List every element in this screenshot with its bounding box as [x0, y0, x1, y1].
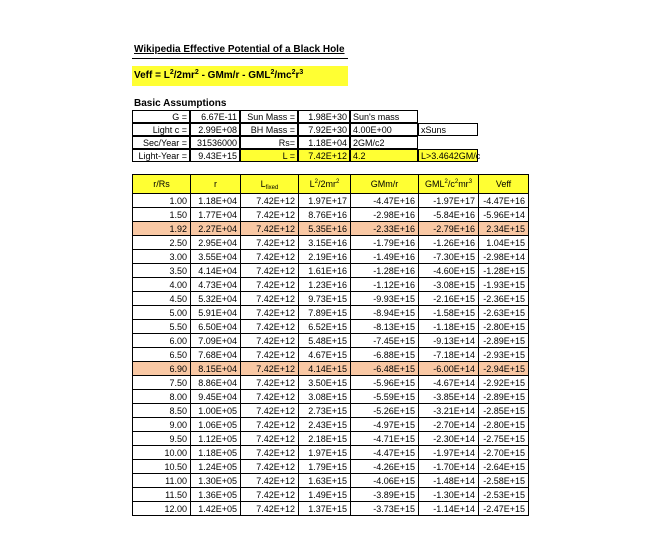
cell-gml2-term[interactable]: -2.30E+14 — [419, 432, 479, 446]
cell-l-fixed[interactable]: 7.42E+12 — [241, 446, 299, 460]
rs-value-cell[interactable]: 1.18E+04 — [298, 136, 350, 149]
cell-l2-term[interactable]: 1.23E+16 — [299, 278, 351, 292]
header-veff[interactable]: Veff — [479, 175, 529, 194]
cell-r-rs[interactable]: 5.50 — [133, 320, 191, 334]
l-value-cell[interactable]: 7.42E+12 — [298, 149, 350, 162]
cell-l-fixed[interactable]: 7.42E+12 — [241, 334, 299, 348]
cell-gml2-term[interactable]: -9.13E+14 — [419, 334, 479, 348]
cell-r-rs[interactable]: 1.50 — [133, 208, 191, 222]
cell-r[interactable]: 9.45E+04 — [191, 390, 241, 404]
cell-l-fixed[interactable]: 7.42E+12 — [241, 222, 299, 236]
cell-r[interactable]: 1.06E+05 — [191, 418, 241, 432]
cell-gmm-term[interactable]: -6.48E+15 — [351, 362, 419, 376]
bhmass-unit-cell[interactable]: xSuns — [418, 123, 478, 136]
cell-l-fixed[interactable]: 7.42E+12 — [241, 306, 299, 320]
table-row — [133, 432, 529, 446]
cell-l2-term[interactable]: 2.73E+15 — [299, 404, 351, 418]
cell-r[interactable]: 4.73E+04 — [191, 278, 241, 292]
cell-r[interactable]: 8.86E+04 — [191, 376, 241, 390]
cell-l2-term[interactable]: 1.49E+15 — [299, 488, 351, 502]
cell-veff[interactable]: -2.89E+15 — [479, 334, 529, 348]
cell-l-fixed[interactable]: 7.42E+12 — [241, 404, 299, 418]
cell-veff[interactable]: -2.63E+15 — [479, 306, 529, 320]
cell-r-rs[interactable]: 10.00 — [133, 446, 191, 460]
cell-r-rs[interactable]: 10.50 — [133, 460, 191, 474]
cell-r[interactable]: 2.95E+04 — [191, 236, 241, 250]
table-row — [133, 390, 529, 404]
cell-r-rs[interactable]: 12.00 — [133, 502, 191, 516]
table-row — [133, 460, 529, 474]
cell-r[interactable]: 5.91E+04 — [191, 306, 241, 320]
basic-assumptions-heading: Basic Assumptions — [134, 98, 227, 109]
cell-veff[interactable]: -2.94E+15 — [479, 362, 529, 376]
cell-veff[interactable]: -2.53E+15 — [479, 488, 529, 502]
cell-gmm-term[interactable]: -5.96E+15 — [351, 376, 419, 390]
cell-l-fixed[interactable]: 7.42E+12 — [241, 264, 299, 278]
l-label-cell[interactable]: L = — [240, 149, 298, 162]
cell-gml2-term[interactable]: -3.85E+14 — [419, 390, 479, 404]
table-row — [133, 488, 529, 502]
cell-gmm-term[interactable]: -4.47E+16 — [351, 194, 419, 208]
cell-r-rs[interactable]: 6.50 — [133, 348, 191, 362]
cell-l2-term[interactable]: 9.73E+15 — [299, 292, 351, 306]
table-header-row — [133, 175, 529, 194]
cell-l-fixed[interactable]: 7.42E+12 — [241, 250, 299, 264]
cell-l-fixed[interactable]: 7.42E+12 — [241, 418, 299, 432]
lightyear-label-cell[interactable]: Light-Year = — [132, 149, 190, 162]
cell-l-fixed[interactable]: 7.42E+12 — [241, 278, 299, 292]
cell-r[interactable]: 1.42E+05 — [191, 502, 241, 516]
cell-l2-term[interactable]: 1.97E+17 — [299, 194, 351, 208]
cell-gml2-term[interactable]: -1.97E+14 — [419, 446, 479, 460]
cell-l-fixed[interactable]: 7.42E+12 — [241, 194, 299, 208]
cell-veff[interactable]: -2.80E+15 — [479, 320, 529, 334]
cell-l-fixed[interactable]: 7.42E+12 — [241, 320, 299, 334]
cell-r[interactable]: 1.18E+04 — [191, 194, 241, 208]
cell-r-rs[interactable]: 3.50 — [133, 264, 191, 278]
cell-r[interactable]: 1.30E+05 — [191, 474, 241, 488]
cell-veff[interactable]: -2.64E+15 — [479, 460, 529, 474]
cell-r[interactable]: 1.36E+05 — [191, 488, 241, 502]
cell-gmm-term[interactable]: -2.98E+16 — [351, 208, 419, 222]
cell-l-fixed[interactable]: 7.42E+12 — [241, 292, 299, 306]
cell-r[interactable]: 1.77E+04 — [191, 208, 241, 222]
cell-veff[interactable]: -1.28E+15 — [479, 264, 529, 278]
header-l-fixed[interactable]: $L_{fixed}$ — [241, 175, 299, 194]
cell-r[interactable]: 4.14E+04 — [191, 264, 241, 278]
cell-veff[interactable]: -2.92E+15 — [479, 376, 529, 390]
cell-gml2-term[interactable]: -1.26E+16 — [419, 236, 479, 250]
cell-r-rs[interactable]: 8.00 — [133, 390, 191, 404]
cell-gmm-term[interactable]: -1.79E+16 — [351, 236, 419, 250]
cell-r-rs[interactable]: 1.92 — [133, 222, 191, 236]
cell-l2-term[interactable]: 1.63E+15 — [299, 474, 351, 488]
potential-table — [132, 174, 529, 516]
cell-r-rs[interactable]: 1.00 — [133, 194, 191, 208]
cell-veff[interactable]: -2.58E+15 — [479, 474, 529, 488]
cell-gmm-term[interactable]: -3.89E+15 — [351, 488, 419, 502]
cell-gml2-term[interactable]: -7.30E+15 — [419, 250, 479, 264]
g-value-cell[interactable]: 6.67E-11 — [190, 110, 240, 123]
cell-veff[interactable]: -4.47E+16 — [479, 194, 529, 208]
cell-r-rs[interactable]: 6.00 — [133, 334, 191, 348]
table-row — [133, 348, 529, 362]
cell-r-rs[interactable]: 11.00 — [133, 474, 191, 488]
cell-veff[interactable]: -1.93E+15 — [479, 278, 529, 292]
cell-gmm-term[interactable]: -4.26E+15 — [351, 460, 419, 474]
secyear-label-cell[interactable]: Sec/Year = — [132, 136, 190, 149]
cell-l-fixed[interactable]: 7.42E+12 — [241, 362, 299, 376]
cell-gml2-term[interactable]: -1.14E+14 — [419, 502, 479, 516]
cell-gmm-term[interactable]: -1.49E+16 — [351, 250, 419, 264]
cell-gmm-term[interactable]: -4.06E+15 — [351, 474, 419, 488]
cell-l2-term[interactable]: 3.50E+15 — [299, 376, 351, 390]
cell-r-rs[interactable]: 11.50 — [133, 488, 191, 502]
bhmass-value-cell[interactable]: 7.92E+30 — [298, 123, 350, 136]
lightc-label-cell[interactable]: Light c = — [132, 123, 190, 136]
cell-r[interactable]: 2.27E+04 — [191, 222, 241, 236]
cell-veff[interactable]: -2.80E+15 — [479, 418, 529, 432]
cell-gmm-term[interactable]: -4.71E+15 — [351, 432, 419, 446]
cell-l2-term[interactable]: 2.18E+15 — [299, 432, 351, 446]
cell-r-rs[interactable]: 5.00 — [133, 306, 191, 320]
cell-gml2-term[interactable]: -6.00E+14 — [419, 362, 479, 376]
cell-r-rs[interactable]: 3.00 — [133, 250, 191, 264]
table-row — [133, 362, 529, 376]
cell-veff[interactable]: 1.04E+15 — [479, 236, 529, 250]
cell-gmm-term[interactable]: -5.26E+15 — [351, 404, 419, 418]
cell-gmm-term[interactable]: -2.33E+16 — [351, 222, 419, 236]
cell-r[interactable]: 6.50E+04 — [191, 320, 241, 334]
cell-l2-term[interactable]: 4.67E+15 — [299, 348, 351, 362]
l-ratio-cell[interactable]: 4.2 — [350, 149, 418, 162]
cell-r[interactable]: 7.68E+04 — [191, 348, 241, 362]
cell-gmm-term[interactable]: -4.97E+15 — [351, 418, 419, 432]
cell-gml2-term[interactable]: -1.97E+17 — [419, 194, 479, 208]
cell-veff[interactable]: -2.75E+15 — [479, 432, 529, 446]
table-row — [133, 194, 529, 208]
cell-l2-term[interactable]: 4.14E+15 — [299, 362, 351, 376]
cell-l2-term[interactable]: 3.08E+15 — [299, 390, 351, 404]
cell-l2-term[interactable]: 2.19E+16 — [299, 250, 351, 264]
cell-gml2-term[interactable]: -3.21E+14 — [419, 404, 479, 418]
cell-veff[interactable]: -2.70E+15 — [479, 446, 529, 460]
header-l2-over-2mr2[interactable]: $L^2/2mr^2$ — [299, 175, 351, 194]
cell-gmm-term[interactable]: -7.45E+15 — [351, 334, 419, 348]
cell-veff[interactable]: -2.85E+15 — [479, 404, 529, 418]
cell-gmm-term[interactable]: -3.73E+15 — [351, 502, 419, 516]
cell-r-rs[interactable]: 9.50 — [133, 432, 191, 446]
g-label-cell[interactable]: G = — [132, 110, 190, 123]
cell-r-rs[interactable]: 7.50 — [133, 376, 191, 390]
cell-gmm-term[interactable]: -9.93E+15 — [351, 292, 419, 306]
cell-r-rs[interactable]: 8.50 — [133, 404, 191, 418]
table-row — [133, 376, 529, 390]
cell-gml2-term[interactable]: -2.16E+15 — [419, 292, 479, 306]
cell-gml2-term[interactable]: -2.79E+16 — [419, 222, 479, 236]
table-row — [133, 306, 529, 320]
table-row — [133, 264, 529, 278]
cell-l-fixed[interactable]: 7.42E+12 — [241, 236, 299, 250]
cell-l-fixed[interactable]: 7.42E+12 — [241, 460, 299, 474]
cell-l-fixed[interactable]: 7.42E+12 — [241, 376, 299, 390]
cell-l-fixed[interactable]: 7.42E+12 — [241, 502, 299, 516]
cell-gml2-term[interactable]: -4.60E+15 — [419, 264, 479, 278]
table-row — [133, 292, 529, 306]
cell-l2-term[interactable]: 6.52E+15 — [299, 320, 351, 334]
cell-gml2-term[interactable]: -1.30E+14 — [419, 488, 479, 502]
cell-veff[interactable]: -5.96E+14 — [479, 208, 529, 222]
cell-r[interactable]: 1.24E+05 — [191, 460, 241, 474]
cell-l-fixed[interactable]: 7.42E+12 — [241, 474, 299, 488]
cell-l2-term[interactable]: 1.79E+15 — [299, 460, 351, 474]
cell-r[interactable]: 3.55E+04 — [191, 250, 241, 264]
cell-veff[interactable]: 2.34E+15 — [479, 222, 529, 236]
cell-l2-term[interactable]: 1.37E+15 — [299, 502, 351, 516]
table-row — [133, 222, 529, 236]
table-row — [133, 278, 529, 292]
cell-r-rs[interactable]: 9.00 — [133, 418, 191, 432]
cell-r[interactable]: 7.09E+04 — [191, 334, 241, 348]
header-gmm-over-r[interactable]: GMm/r — [351, 175, 419, 194]
title-underline-border — [132, 58, 348, 59]
cell-r[interactable]: 1.00E+05 — [191, 404, 241, 418]
cell-gml2-term[interactable]: -1.18E+15 — [419, 320, 479, 334]
cell-l-fixed[interactable]: 7.42E+12 — [241, 390, 299, 404]
cell-gmm-term[interactable]: -4.47E+15 — [351, 446, 419, 460]
cell-l2-term[interactable]: 3.15E+16 — [299, 236, 351, 250]
bhmass-label-cell[interactable]: BH Mass = — [240, 123, 298, 136]
table-row — [133, 418, 529, 432]
cell-gml2-term[interactable]: -4.67E+14 — [419, 376, 479, 390]
cell-l-fixed[interactable]: 7.42E+12 — [241, 432, 299, 446]
rs-note-cell[interactable]: 2GM/c2 — [350, 136, 418, 149]
cell-gml2-term[interactable]: -7.18E+14 — [419, 348, 479, 362]
cell-l2-term[interactable]: 1.97E+15 — [299, 446, 351, 460]
table-row — [133, 474, 529, 488]
cell-r[interactable]: 8.15E+04 — [191, 362, 241, 376]
bhmass-mult-cell[interactable]: 4.00E+00 — [350, 123, 418, 136]
cell-gml2-term[interactable]: -2.70E+14 — [419, 418, 479, 432]
table-row — [133, 320, 529, 334]
cell-gml2-term[interactable]: -3.08E+15 — [419, 278, 479, 292]
cell-r-rs[interactable]: 6.90 — [133, 362, 191, 376]
cell-l2-term[interactable]: 1.61E+16 — [299, 264, 351, 278]
cell-gmm-term[interactable]: -8.13E+15 — [351, 320, 419, 334]
cell-veff[interactable]: -2.89E+15 — [479, 390, 529, 404]
lightyear-value-cell[interactable]: 9.43E+15 — [190, 149, 240, 162]
header-r[interactable]: r — [191, 175, 241, 194]
table-row — [133, 208, 529, 222]
l-note-cell[interactable]: L>3.4642GM/c — [418, 149, 478, 162]
cell-r[interactable]: 1.18E+05 — [191, 446, 241, 460]
cell-r-rs[interactable]: 4.50 — [133, 292, 191, 306]
table-row — [133, 502, 529, 516]
cell-r[interactable]: 1.12E+05 — [191, 432, 241, 446]
cell-l-fixed[interactable]: 7.42E+12 — [241, 348, 299, 362]
cell-gml2-term[interactable]: -1.48E+14 — [419, 474, 479, 488]
cell-l-fixed[interactable]: 7.42E+12 — [241, 488, 299, 502]
cell-gml2-term[interactable]: -1.70E+14 — [419, 460, 479, 474]
cell-l-fixed[interactable]: 7.42E+12 — [241, 208, 299, 222]
formula-cell[interactable]: Veff = $L^2/2mr^2 - GMm/r - GML^2/mc^2r^3$ — [132, 66, 348, 86]
table-row — [133, 250, 529, 264]
lightc-value-cell[interactable]: 2.99E+08 — [190, 123, 240, 136]
sunmass-label-cell[interactable]: Sun Mass = — [240, 110, 298, 123]
header-r-rs[interactable]: r/Rs — [133, 175, 191, 194]
rs-label-cell[interactable]: Rs= — [240, 136, 298, 149]
cell-gmm-term[interactable]: -1.28E+16 — [351, 264, 419, 278]
cell-r-rs[interactable]: 2.50 — [133, 236, 191, 250]
cell-gmm-term[interactable]: -1.12E+16 — [351, 278, 419, 292]
cell-veff[interactable]: -2.36E+15 — [479, 292, 529, 306]
cell-veff[interactable]: -2.47E+15 — [479, 502, 529, 516]
table-row — [133, 334, 529, 348]
cell-l2-term[interactable]: 2.43E+15 — [299, 418, 351, 432]
cell-veff[interactable]: -2.98E+14 — [479, 250, 529, 264]
cell-l2-term[interactable]: 5.35E+16 — [299, 222, 351, 236]
cell-l2-term[interactable]: 8.76E+16 — [299, 208, 351, 222]
cell-gml2-term[interactable]: -5.84E+16 — [419, 208, 479, 222]
cell-gmm-term[interactable]: -6.88E+15 — [351, 348, 419, 362]
sheet-title: Wikipedia Effective Potential of a Black Hole — [134, 44, 345, 55]
header-gml2-term[interactable]: $GML^2/c^2mr^3$ — [419, 175, 479, 194]
table-row — [133, 446, 529, 460]
cell-veff[interactable]: -2.93E+15 — [479, 348, 529, 362]
secyear-value-cell[interactable]: 31536000 — [190, 136, 240, 149]
table-row — [133, 404, 529, 418]
cell-l2-term[interactable]: 5.48E+15 — [299, 334, 351, 348]
sunmass-note-cell[interactable]: Sun's mass — [350, 110, 418, 123]
table-row — [133, 236, 529, 250]
cell-gmm-term[interactable]: -8.94E+15 — [351, 306, 419, 320]
cell-r[interactable]: 5.32E+04 — [191, 292, 241, 306]
cell-r-rs[interactable]: 4.00 — [133, 278, 191, 292]
cell-gml2-term[interactable]: -1.58E+15 — [419, 306, 479, 320]
sunmass-value-cell[interactable]: 1.98E+30 — [298, 110, 350, 123]
cell-l2-term[interactable]: 7.89E+15 — [299, 306, 351, 320]
cell-gmm-term[interactable]: -5.59E+15 — [351, 390, 419, 404]
